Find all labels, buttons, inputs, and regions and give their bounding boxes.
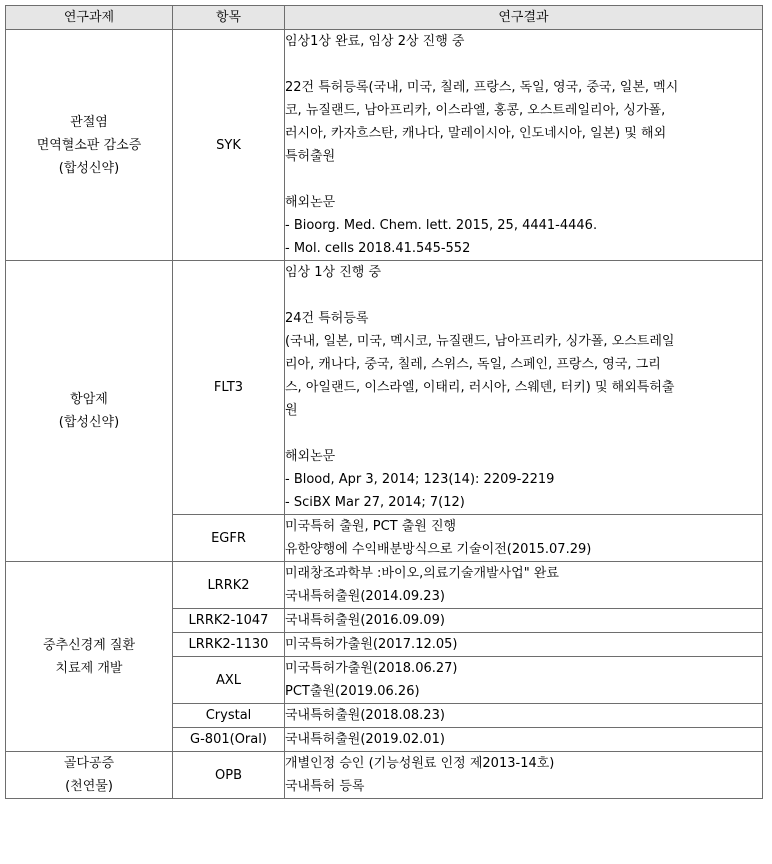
research-task-line: (합성신약)	[58, 415, 120, 430]
result-cell	[285, 562, 763, 609]
research-task-line: 골다공증	[63, 756, 115, 771]
item-cell: AXL	[173, 657, 285, 704]
result-cell	[285, 261, 763, 515]
header-task: 연구과제	[6, 6, 173, 30]
research-task-line: (천연물)	[65, 779, 113, 794]
research-task-line: 항암제	[70, 392, 108, 407]
table-row	[6, 30, 763, 261]
result-line: - Blood, Apr 3, 2014; 123(14): 2209-2219	[285, 472, 555, 487]
result-line: 임상1상 완료, 임상 2상 진행 중	[285, 34, 465, 49]
result-blank-line	[285, 53, 762, 76]
item-cell: FLT3	[173, 261, 285, 515]
result-line: 24건 특허등록	[285, 311, 369, 326]
result-line: 22건 특허등록(국내, 미국, 칠레, 프랑스, 독일, 영국, 중국, 일본, 멕시	[285, 80, 679, 95]
result-blank-line	[285, 284, 762, 307]
result-line: 러시아, 카자흐스탄, 캐나다, 말레이시아, 인도네시아, 일본) 및 해외	[285, 126, 667, 141]
result-line: 미국특허 출원, PCT 출원 진행	[285, 519, 457, 534]
table-body	[6, 30, 763, 799]
result-cell	[285, 704, 763, 728]
item-cell: Crystal	[173, 704, 285, 728]
result-line: 유한양행에 수익배분방식으로 기술이전(2015.07.29)	[285, 542, 592, 557]
table-row	[6, 562, 763, 609]
research-results-table	[5, 5, 763, 799]
result-cell	[285, 633, 763, 657]
result-cell	[285, 657, 763, 704]
result-cell	[285, 728, 763, 752]
research-task-line: 면역혈소판 감소증	[36, 137, 142, 153]
research-task-cell	[6, 30, 173, 261]
header-result: 연구결과	[285, 6, 763, 30]
result-line: 스, 아일랜드, 이스라엘, 이태리, 러시아, 스웨덴, 터키) 및 해외특허출	[285, 380, 675, 395]
result-line: 미국특허가출원(2018.06.27)	[285, 661, 458, 676]
item-cell: EGFR	[173, 515, 285, 562]
result-line: 미래창조과학부 :바이오,의료기술개발사업" 완료	[285, 566, 559, 581]
result-cell	[285, 609, 763, 633]
research-task-line: 치료제 개발	[55, 660, 123, 676]
result-blank-line	[285, 422, 762, 445]
result-line: 국내특허출원(2018.08.23)	[285, 708, 445, 723]
item-cell: LRRK2	[173, 562, 285, 609]
result-line: - Bioorg. Med. Chem. lett. 2015, 25, 4441-4446.	[285, 218, 598, 233]
item-cell: G-801(Oral)	[173, 728, 285, 752]
research-task-cell	[6, 261, 173, 562]
result-line: 코, 뉴질랜드, 남아프리카, 이스라엘, 홍콩, 오스트레일리아, 싱가폴,	[285, 103, 666, 118]
result-line: - Mol. cells 2018.41.545-552	[285, 241, 471, 256]
result-line: - SciBX Mar 27, 2014; 7(12)	[285, 495, 465, 510]
item-cell: LRRK2-1047	[173, 609, 285, 633]
result-line: 미국특허가출원(2017.12.05)	[285, 637, 458, 652]
result-line: 임상 1상 진행 중	[285, 265, 382, 280]
result-line: 원	[285, 403, 298, 418]
research-task-line: 관절염	[70, 114, 108, 130]
research-task-cell	[6, 752, 173, 799]
research-task-cell	[6, 562, 173, 752]
result-line: 개별인정 승인 (기능성원료 인정 제2013-14호)	[285, 756, 555, 771]
result-line: 국내특허출원(2016.09.09)	[285, 613, 445, 628]
research-task-line: 중추신경계 질환	[42, 637, 136, 653]
result-cell	[285, 30, 763, 261]
result-blank-line	[285, 168, 762, 191]
item-cell: LRRK2-1130	[173, 633, 285, 657]
header-row	[6, 6, 763, 30]
result-line: 해외논문	[285, 195, 336, 210]
item-cell: SYK	[173, 30, 285, 261]
result-line: PCT출원(2019.06.26)	[285, 684, 420, 699]
result-line: 국내특허출원(2019.02.01)	[285, 732, 445, 747]
result-cell	[285, 752, 763, 799]
table-row	[6, 752, 763, 799]
header-item: 항목	[173, 6, 285, 30]
result-line: 리아, 캐나다, 중국, 칠레, 스위스, 독일, 스페인, 프랑스, 영국, 그리	[285, 357, 661, 372]
result-line: 국내특허 등록	[285, 779, 365, 794]
result-line: 특허출원	[285, 149, 336, 164]
result-line: (국내, 일본, 미국, 멕시코, 뉴질랜드, 남아프리카, 싱가폴, 오스트레일	[285, 334, 675, 349]
result-line: 국내특허출원(2014.09.23)	[285, 589, 445, 604]
item-cell: OPB	[173, 752, 285, 799]
table-row	[6, 261, 763, 515]
result-cell	[285, 515, 763, 562]
result-line: 해외논문	[285, 449, 336, 464]
research-task-line: (합성신약)	[58, 160, 120, 176]
